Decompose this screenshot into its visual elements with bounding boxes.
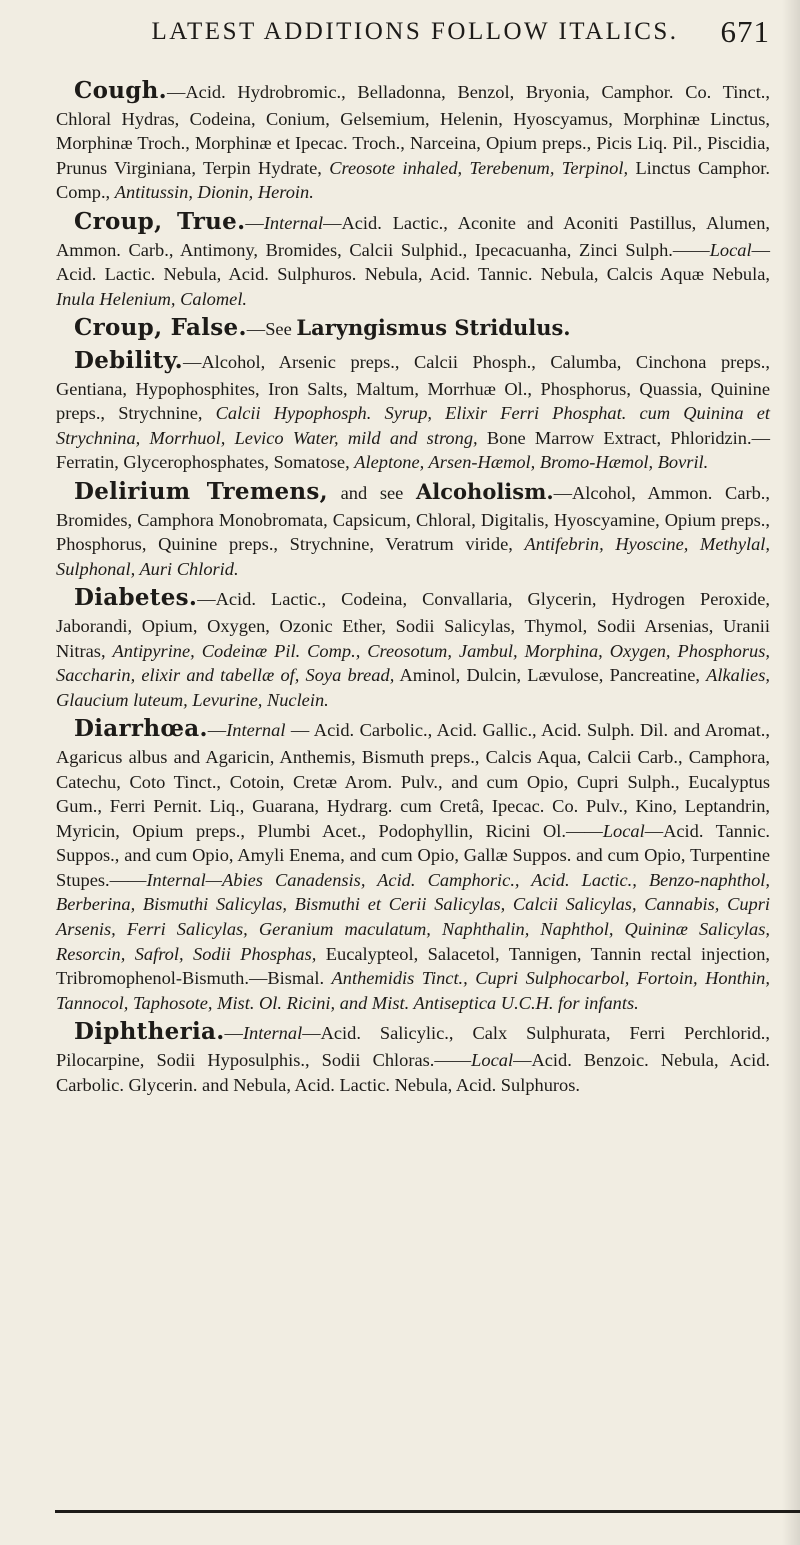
page-header [60, 14, 770, 54]
entry-heading: Diphtheria. [74, 1018, 225, 1046]
page-number: 671 [720, 14, 770, 49]
entry-text: —Alcohol, Arsenic preps., Calcii Phosph., Calumba, Cinchona preps., Gentiana, Hypophosphites, Iron Salts, Maltum, Morrhuæ Ol., Phosphorus, Quassia, Quinine preps., Strychnine, [56, 352, 770, 424]
entry-text: Aminol, Dulcin, Lævulose, Pancreatine, [394, 665, 707, 686]
italic-text: Local [602, 820, 645, 841]
entry-text: and see [327, 483, 416, 503]
entry-heading: Diabetes. [74, 584, 198, 612]
entry-text: —Acid. Hydrobromic., Belladonna, Benzol, Bryonia, Camphor. Co. Tinct., Chloral Hydras, Codeina, Conium, Gelsemium, Helenin, Hyoscyamus, Morphinæ Linctus, Morphinæ Troch., Morphinæ et Ipecac. Troch., Narceina, Opium preps., Picis Liq. Pil., Piscidia, Prunus Virginiana, Terpin Hydrate, [56, 82, 770, 178]
index-entry [56, 714, 770, 1015]
index-entry [56, 477, 770, 581]
entry-text: — [245, 212, 264, 233]
entry-heading: Delirium Tremens, [74, 478, 328, 505]
running-title: LATEST ADDITIONS FOLLOW ITALICS. [151, 18, 679, 45]
index-entry [56, 583, 770, 712]
entry-text: — [224, 1023, 243, 1044]
italic-text: Aleptone, Arsen-Hæmol, Bromo-Hæmol, Bovril. [354, 452, 709, 473]
index-entry [56, 76, 770, 205]
entry-heading: Croup, True. [74, 207, 246, 235]
italic-text: Antipyrine, Codeinæ Pil. Comp., Creosotum, Jambul, Morphina, Oxygen, Phosphorus, Saccharin, elixir and tabellæ of, Soya bread, [56, 640, 770, 686]
entry-text: —Acid. Benzoic. Nebula, Acid. Carbolic. Glycerin. and Nebula, Acid. Lactic. Nebula, Acid. Sulphuros. [56, 1049, 770, 1095]
cross-reference: Laryngismus Stridulus. [296, 315, 571, 341]
entry-text: —Alcohol, Ammon. Carb., Bromides, Camphora Monobromata, Capsicum, Chloral, Digitalis, Hyoscyamine, Opium preps., Phosphorus, Quinine preps., Strychnine, Veratrum viride, [56, 483, 770, 555]
italic-text: Internal [263, 212, 324, 233]
italic-text: Internal [242, 1023, 303, 1044]
entry-text: —See [246, 319, 297, 340]
entry-heading: Debility. [74, 347, 183, 375]
entry-heading: Diarrhœa. [74, 715, 208, 743]
index-entry [56, 313, 770, 344]
entry-text: Linctus Camphor. Comp., [56, 157, 770, 203]
italic-text: Internal [226, 720, 286, 741]
entry-text: Eucalypteol, Salacetol, Tannigen, Tannin rectal injection, Tribromophenol-Bismuth.—Bismal. [56, 943, 770, 989]
entry-heading: Croup, False. [74, 314, 247, 342]
italic-text: Creosote inhaled, Terebenum, Terpinol, [329, 157, 629, 178]
italic-text: Internal—Abies Canadensis, Acid. Camphoric., Acid. Lactic., Benzo-naphthol, Berberina, Bismuthi Salicylas, Bismuthi et Cerii Salicylas, Calcii Salicylas, Cannabis, Cupri Arsenis, Ferri Salicylas, Geranium maculatum, Naphthalin, Naphthol, Quininæ Salicylas, Resorcin, Safrol, Sodii Phosphas, [56, 869, 770, 964]
index-entry [56, 1017, 770, 1097]
italic-text: Calcii Hypophosph. Syrup, Elixir Ferri Phosphat. cum Quinina et Strychnina, Morrhuol, Levico Water, mild and strong, [56, 403, 770, 448]
italic-text: Alkalies, Glaucium luteum, Levurine, Nuclein. [56, 665, 770, 710]
italic-text: Inula Helenium, Calomel. [56, 288, 248, 309]
entry-text: —Acid. Salicylic., Calx Sulphurata, Ferri Perchlorid., Pilocarpine, Sodii Hyposulphis., Sodii Chloras.—— [56, 1023, 770, 1070]
entry-text: Bone Marrow Extract, Phloridzin.—Ferratin, Glycerophosphates, Somatose, [56, 427, 770, 473]
italic-text: Local [471, 1049, 514, 1070]
italic-text: Local [709, 239, 752, 260]
entry-text: — Acid. Carbolic., Acid. Gallic., Acid. Sulph. Dil. and Aromat., Agaricus albus and Agaricin, Anthemis, Bismuth preps., Calcis Aqua, Calcii Carb., Camphora, Catechu, Coto Tinct., Cotoin, Cretæ Arom. Pulv., and cum Opio, Cupri Sulph., Eucalyptus Gum., Ferri Pernit. Liq., Guarana, Hydrarg. cum Cretâ, Ipecac. Co. Pulv., Kino, Leptandrin, Myricin, Opium preps., Plumbi Acet., Podophyllin, Ricini Ol.—— [56, 720, 770, 841]
entry-text: —Acid. Lactic., Aconite and Aconiti Pastillus, Alumen, Ammon. Carb., Antimony, Bromides, Calcii Sulphid., Ipecacuanha, Zinci Sulph.—— [56, 212, 770, 260]
index-entries [56, 76, 770, 1099]
entry-text: —Acid. Lactic. Nebula, Acid. Sulphuros. Nebula, Acid. Tannic. Nebula, Calcis Aquæ Nebula, [56, 239, 770, 285]
index-entry [56, 207, 770, 311]
italic-text: Antitussin, Dionin, Heroin. [114, 182, 314, 203]
italic-text: Anthemidis Tinct., Cupri Sulphocarbol, Fortoin, Honthin, Tannocol, Taphosote, Mist. Ol. Ricini, and Mist. Antiseptica U.C.H. for infants. [56, 968, 770, 1013]
italic-text: Antifebrin, Hyoscine, Methylal, Sulphonal, Auri Chlorid. [56, 534, 770, 579]
footer-rule [55, 1510, 800, 1513]
entry-text: —Acid. Tannic. Suppos., and cum Opio, Amyli Enema, and cum Opio, Gallæ Suppos. and cum Opio, Turpentine Stupes.—— [56, 820, 771, 890]
cross-reference: Alcoholism. [415, 479, 554, 504]
index-entry [56, 346, 770, 475]
entry-text: —Acid. Lactic., Codeina, Convallaria, Glycerin, Hydrogen Peroxide, Jaborandi, Opium, Oxygen, Ozonic Ether, Sodii Salicylas, Thymol, Sodii Arsenias, Uranii Nitras, [56, 589, 770, 661]
page-edge-shadow [782, 0, 800, 1545]
entry-text: — [207, 720, 227, 741]
entry-heading: Cough. [74, 77, 167, 104]
